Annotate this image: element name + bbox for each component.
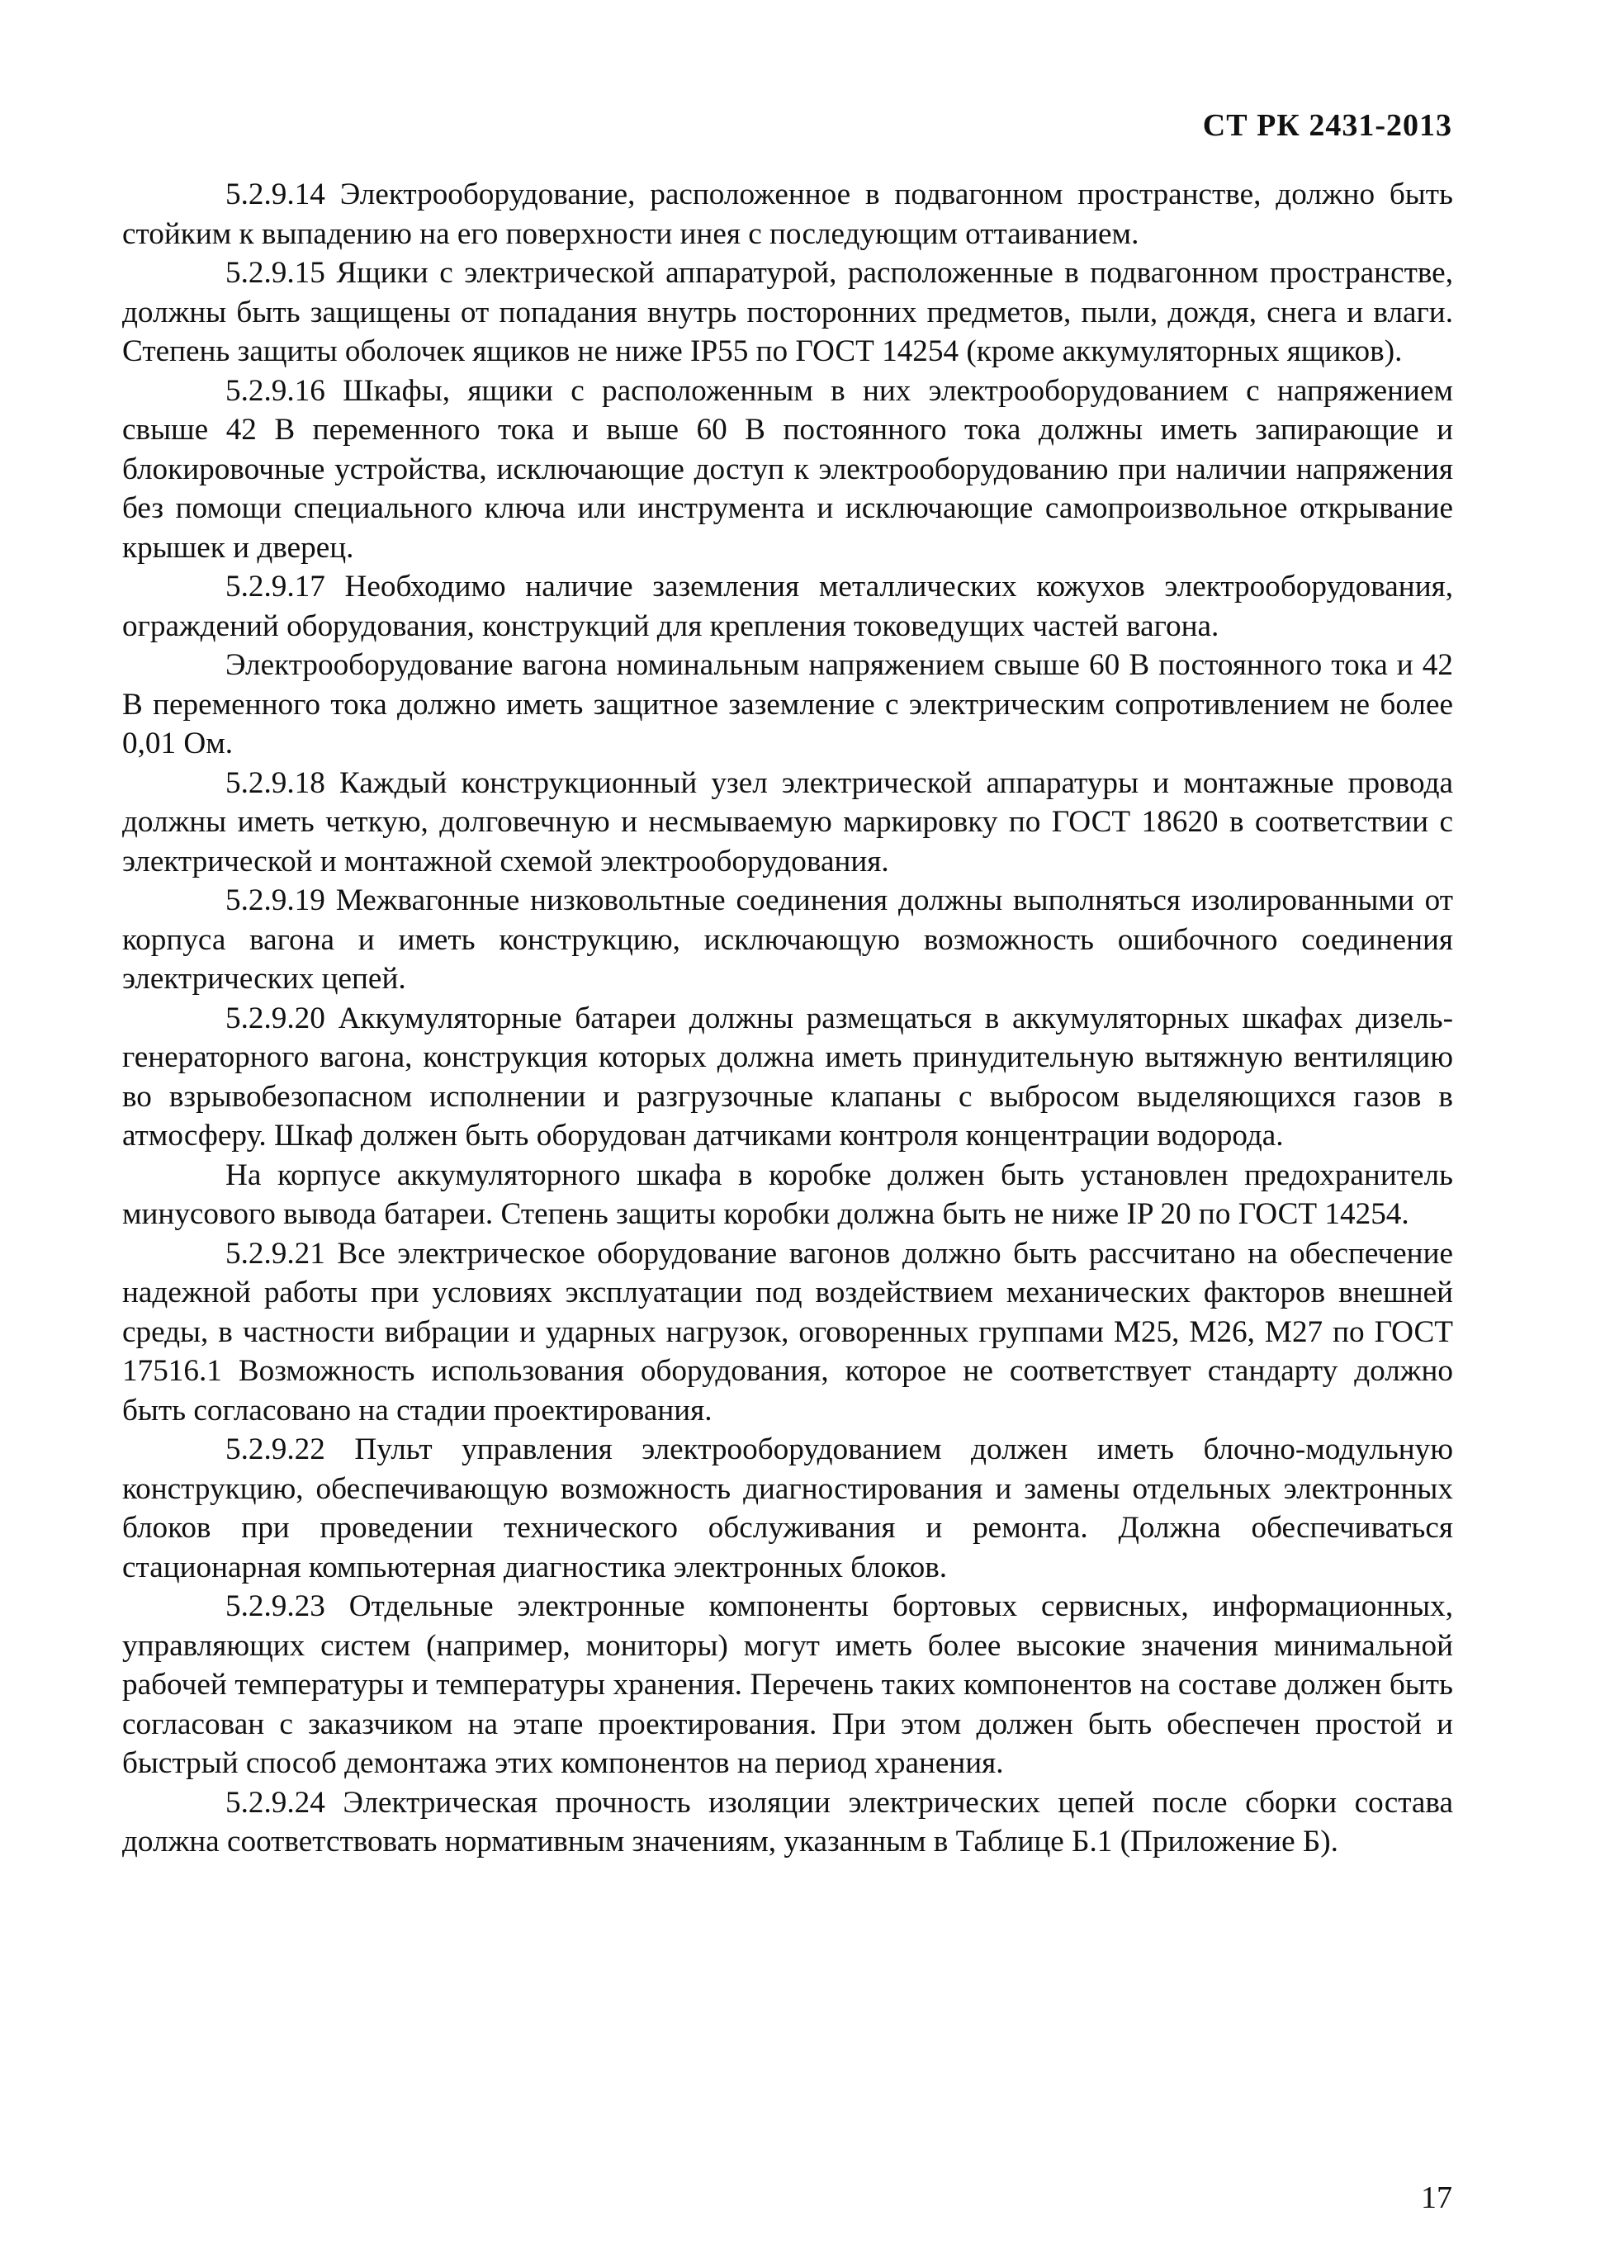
paragraph-5-2-9-23: 5.2.9.23 Отдельные электронные компоненты бортовых сервисных, информационных, управляющих систем (например, мониторы) могут иметь более высокие значения минимальной рабочей температуры и температуры хранения. Перечень таких компонентов на составе должен быть согласован с заказчиком на этапе проектирования. При этом должен быть обеспечен простой и быстрый способ демонтажа этих компонентов на период хранения. [122, 1589, 1453, 1780]
document-standard-id: СТ РК 2431-2013 [1202, 108, 1452, 143]
document-body [122, 175, 1453, 1862]
paragraph-5-2-9-14: 5.2.9.14 Электрооборудование, расположенное в подвагонном пространстве, должно быть стойким к выпадению на его поверхности инея с последующим оттаиванием. [122, 178, 1453, 251]
paragraph-5-2-9-21: 5.2.9.21 Все электрическое оборудование вагонов должно быть рассчитано на обеспечение надежной работы при условиях эксплуатации под воздействием механических факторов внешней среды, в частности вибрации и ударных нагрузок, оговоренных группами М25, М26, М27 по ГОСТ 17516.1 Возможность использования оборудования, которое не соответствует стандарту должно быть согласовано на стадии проектирования. [122, 1236, 1453, 1428]
paragraph-5-2-9-20: 5.2.9.20 Аккумуляторные батареи должны размещаться в аккумуляторных шкафах дизель-генераторного вагона, конструкция которых должна иметь принудительную вытяжную вентиляцию во взрывобезопасном исполнении и разгрузочные клапаны с выбросом выделяющихся газов в атмосферу. Шкаф должен быть оборудован датчиками контроля концентрации водорода. [122, 1001, 1453, 1153]
paragraph-5-2-9-24: 5.2.9.24 Электрическая прочность изоляции электрических цепей после сборки состава должна соответствовать нормативным значениям, указанным в Таблице Б.1 (Приложение Б). [122, 1785, 1453, 1858]
paragraph-5-2-9-17: 5.2.9.17 Необходимо наличие заземления металлических кожухов электрооборудования, ограждений оборудования, конструкций для крепления токоведущих частей вагона. [122, 570, 1453, 643]
paragraph-5-2-9-19: 5.2.9.19 Межвагонные низковольтные соединения должны выполняться изолированными от корпуса вагона и иметь конструкцию, исключающую возможность ошибочного соединения электрических цепей. [122, 883, 1453, 996]
paragraph-5-2-9-15: 5.2.9.15 Ящики с электрической аппаратурой, расположенные в подвагонном пространстве, должны быть защищены от попадания внутрь посторонних предметов, пыли, дождя, снега и влаги. Степень защиты оболочек ящиков не ниже IP55 по ГОСТ 14254 (кроме аккумуляторных ящиков). [122, 256, 1453, 368]
paragraph-5-2-9-18: 5.2.9.18 Каждый конструкционный узел электрической аппаратуры и монтажные провода должны иметь четкую, долговечную и несмываемую маркировку по ГОСТ 18620 в соответствии с электрической и монтажной схемой электрооборудования. [122, 765, 1453, 878]
paragraph-5-2-9-20-fuse: На корпусе аккумуляторного шкафа в коробке должен быть установлен предохранитель минусового вывода батареи. Степень защиты коробки должна быть не ниже IP 20 по ГОСТ 14254. [122, 1158, 1453, 1231]
paragraph-5-2-9-17-grounding: Электрооборудование вагона номинальным напряжением свыше 60 В постоянного тока и 42 В переменного тока должно иметь защитное заземление с электрическим сопротивлением не более 0,01 Ом. [122, 648, 1453, 760]
page-number: 17 [1421, 2180, 1452, 2215]
paragraph-5-2-9-22: 5.2.9.22 Пульт управления электрооборудованием должен иметь блочно-модульную конструкцию, обеспечивающую возможность диагностирования и замены отдельных электронных блоков при проведении технического обслуживания и ремонта. Должна обеспечиваться стационарная компьютерная диагностика электронных блоков. [122, 1432, 1453, 1584]
paragraph-5-2-9-16: 5.2.9.16 Шкафы, ящики с расположенным в них электрооборудованием с напряжением свыше 42 В переменного тока и выше 60 В постоянного тока должны иметь запирающие и блокировочные устройства, исключающие доступ к электрооборудованию при наличии напряжения без помощи специального ключа или инструмента и исключающие самопроизвольное открывание крышек и дверец. [122, 373, 1453, 565]
